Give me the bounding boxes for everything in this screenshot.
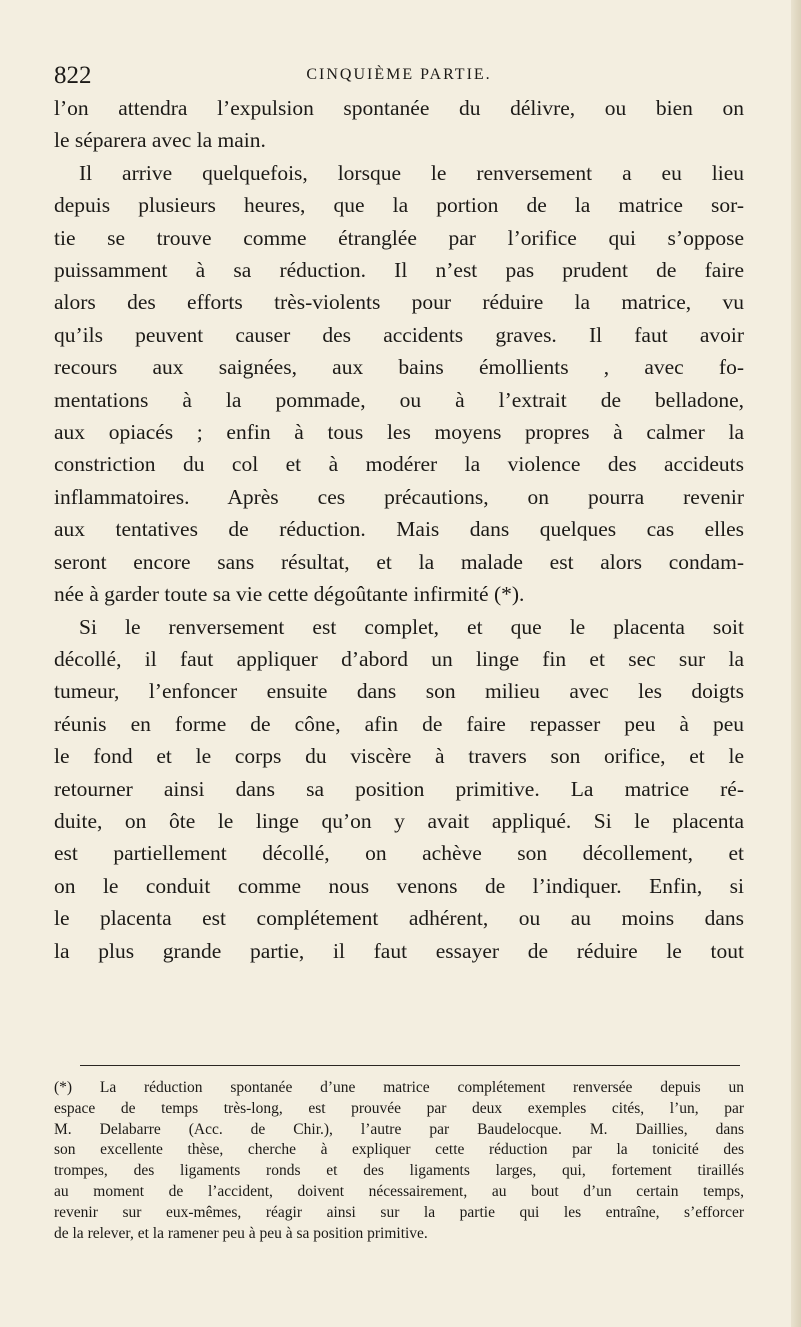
body-line: le séparera avec la main.: [54, 128, 266, 153]
body-line: on le conduit comme nous venons de l’indiquer. Enfin, si: [54, 873, 744, 898]
body-line: puissamment à sa réduction. Il n’est pas prudent de faire: [54, 258, 744, 283]
body-line: réunis en forme de cône, afin de faire repasser peu à peu: [54, 711, 744, 736]
body-line: est partiellement décollé, on achève son décollement, et: [54, 841, 744, 866]
body-line: inflammatoires. Après ces précautions, on pourra revenir: [54, 484, 744, 509]
body-line: duite, on ôte le linge qu’on y avait appliqué. Si le placenta: [54, 808, 744, 833]
footnote-line: revenir sur eux-mêmes, réagir ainsi sur la partie qui les entraîne, s’efforcer: [54, 1203, 744, 1221]
body-line: aux opiacés ; enfin à tous les moyens propres à calmer la: [54, 420, 744, 445]
page-edge: [791, 0, 801, 1327]
body-line: alors des efforts très-violents pour réduire la matrice, vu: [54, 290, 744, 315]
body-line: Si le renversement est complet, et que le placenta soit: [79, 614, 744, 639]
body-line: aux tentatives de réduction. Mais dans quelques cas elles: [54, 517, 744, 542]
footnote-line: de la relever, et la ramener peu à peu à sa position primitive.: [54, 1224, 428, 1242]
body-line: décollé, il faut appliquer d’abord un linge fin et sec sur la: [54, 646, 744, 671]
footnote-rule: [80, 1065, 740, 1066]
body-line: recours aux saignées, aux bains émollients , avec fo-: [54, 355, 744, 380]
footnote-line: trompes, des ligaments ronds et des ligaments larges, qui, fortement tiraillés: [54, 1162, 744, 1180]
body-line: constriction du col et à modérer la violence des accideuts: [54, 452, 744, 477]
body-line: née à garder toute sa vie cette dégoûtante infirmité (*).: [54, 582, 525, 607]
body-line: le fond et le corps du viscère à travers son orifice, et le: [54, 744, 744, 769]
body-line: mentations à la pommade, ou à l’extrait de belladone,: [54, 387, 744, 412]
body-line: depuis plusieurs heures, que la portion de la matrice sor-: [54, 193, 744, 218]
page-number: 822: [54, 62, 92, 89]
running-head: CINQUIÈME PARTIE.: [306, 66, 492, 83]
body-text: [54, 92, 744, 967]
body-line: le placenta est complétement adhérent, ou au moins dans: [54, 906, 744, 931]
footnote-line: (*) La réduction spontanée d’une matrice complétement renversée depuis un: [54, 1079, 744, 1096]
footnote-line: au moment de l’accident, doivent nécessairement, au bout d’un certain temps,: [54, 1182, 744, 1200]
body-line: retourner ainsi dans sa position primitive. La matrice ré-: [54, 776, 744, 801]
body-line: tie se trouve comme étranglée par l’orifice qui s’oppose: [54, 225, 744, 250]
body-line: la plus grande partie, il faut essayer de réduire le tout: [54, 938, 744, 963]
body-line: l’on attendra l’expulsion spontanée du délivre, ou bien on: [54, 96, 744, 120]
footnote-line: espace de temps très-long, est prouvée par deux exemples cités, l’un, par: [54, 1099, 744, 1117]
body-line: tumeur, l’enfoncer ensuite dans son milieu avec les doigts: [54, 679, 744, 704]
footnote-line: M. Delabarre (Acc. de Chir.), l’autre par Baudelocque. M. Daillies, dans: [54, 1120, 744, 1138]
footnote: [54, 1078, 744, 1244]
body-line: qu’ils peuvent causer des accidents graves. Il faut avoir: [54, 322, 744, 347]
footnote-line: son excellente thèse, cherche à expliquer cette réduction par la tonicité des: [54, 1141, 744, 1159]
body-line: seront encore sans résultat, et la malade est alors condam-: [54, 549, 744, 574]
page-header: [54, 62, 744, 92]
body-line: Il arrive quelquefois, lorsque le renversement a eu lieu: [79, 160, 744, 185]
